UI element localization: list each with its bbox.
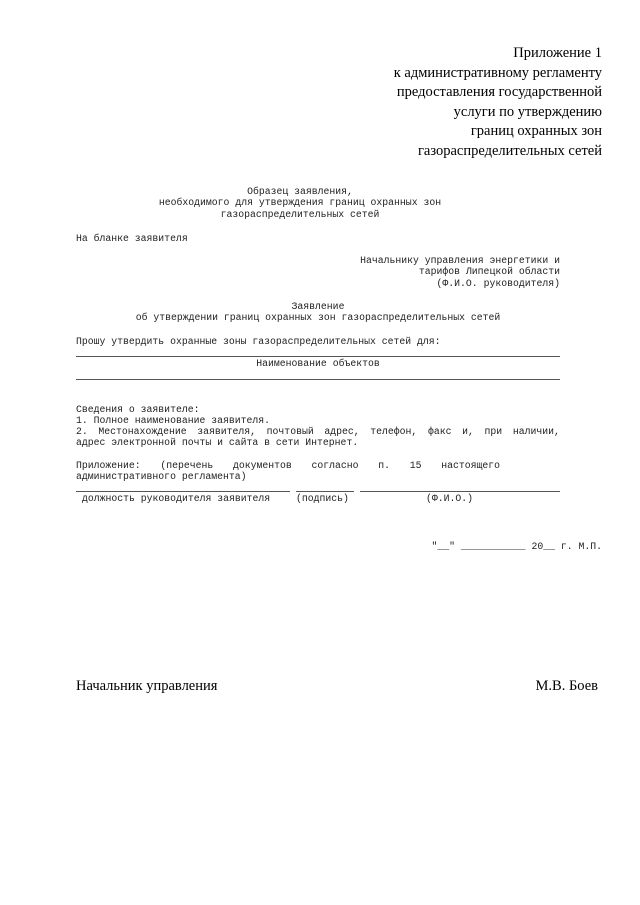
applicant-info-item1: 1. Полное наименование заявителя. [76,415,271,426]
request-text: Прошу утвердить охранные зоны газораспределительных сетей для: [76,336,441,347]
word: документов [233,460,292,471]
appendix-line: услуги по утверждению [453,103,602,120]
appendix-line: предоставления государственной [396,84,602,100]
footer-position: Начальник управления [76,678,218,694]
objects-line [76,356,560,357]
objects-line-2 [76,379,560,380]
word: наличии, [512,426,560,437]
word: при [484,426,503,437]
word: 2. [76,426,88,437]
addressee-line: Начальнику управления энергетики и [360,255,560,266]
attachment-line2: административного регламента) [76,471,247,482]
word: факс [427,426,452,437]
sample-heading-line: газораспределительных сетей [220,208,380,220]
addressee-line: тарифов Липецкой области [418,266,560,278]
signature-line [296,491,354,492]
appendix-line: к административному регламенту [393,64,602,81]
applicant-info-heading: Сведения о заявителе: [76,404,200,415]
word: настоящего [441,460,500,471]
addressee-line: (Ф.И.О. руководителя) [436,277,560,289]
sample-heading-line: необходимого для утверждения границ охранных зон [158,197,442,209]
appendix-line: границ охранных зон [470,123,602,139]
position-signature-line [76,491,290,492]
appendix-line: Приложение 1 [513,45,602,61]
word: адрес, [324,426,360,437]
date-stamp-line: "__" ___________ 20__ г. М.П. [431,541,602,552]
letterhead-note: На бланке заявителя [76,233,188,244]
appendix-header [394,44,602,161]
attachment-line1 [76,460,500,471]
word: Местонахождение [98,426,187,437]
word: заявителя, [197,426,257,437]
word: п. [378,460,391,471]
word: Приложение: [76,460,141,471]
applicant-info-item2-line1 [76,426,560,437]
appendix-line: газораспределительных сетей [417,142,602,159]
sample-heading-line: Образец заявления, [247,186,353,197]
word: и, [462,426,474,437]
name-caption: (Ф.И.О.) [426,493,474,504]
objects-caption: Наименование объектов [256,358,380,369]
word: 15 [409,460,422,471]
addressee-block [360,255,560,289]
applicant-info-item2-line2: адрес электронной почты и сайта в сети Интернет. [76,437,359,448]
word: почтовый [266,426,314,437]
word: согласно [311,460,359,471]
footer-signatory: М.В. Боев [535,678,598,694]
sample-heading [150,186,450,220]
position-caption: должность руководителя заявителя [82,493,271,504]
statement-title-line: Заявление [291,301,345,312]
word: телефон, [370,426,418,437]
word: (перечень [160,460,214,471]
name-signature-line [360,491,560,492]
signature-caption: (подпись) [296,493,349,504]
statement-title [76,301,560,324]
statement-title-line: об утверждении границ охранных зон газораспределительных сетей [135,312,501,324]
